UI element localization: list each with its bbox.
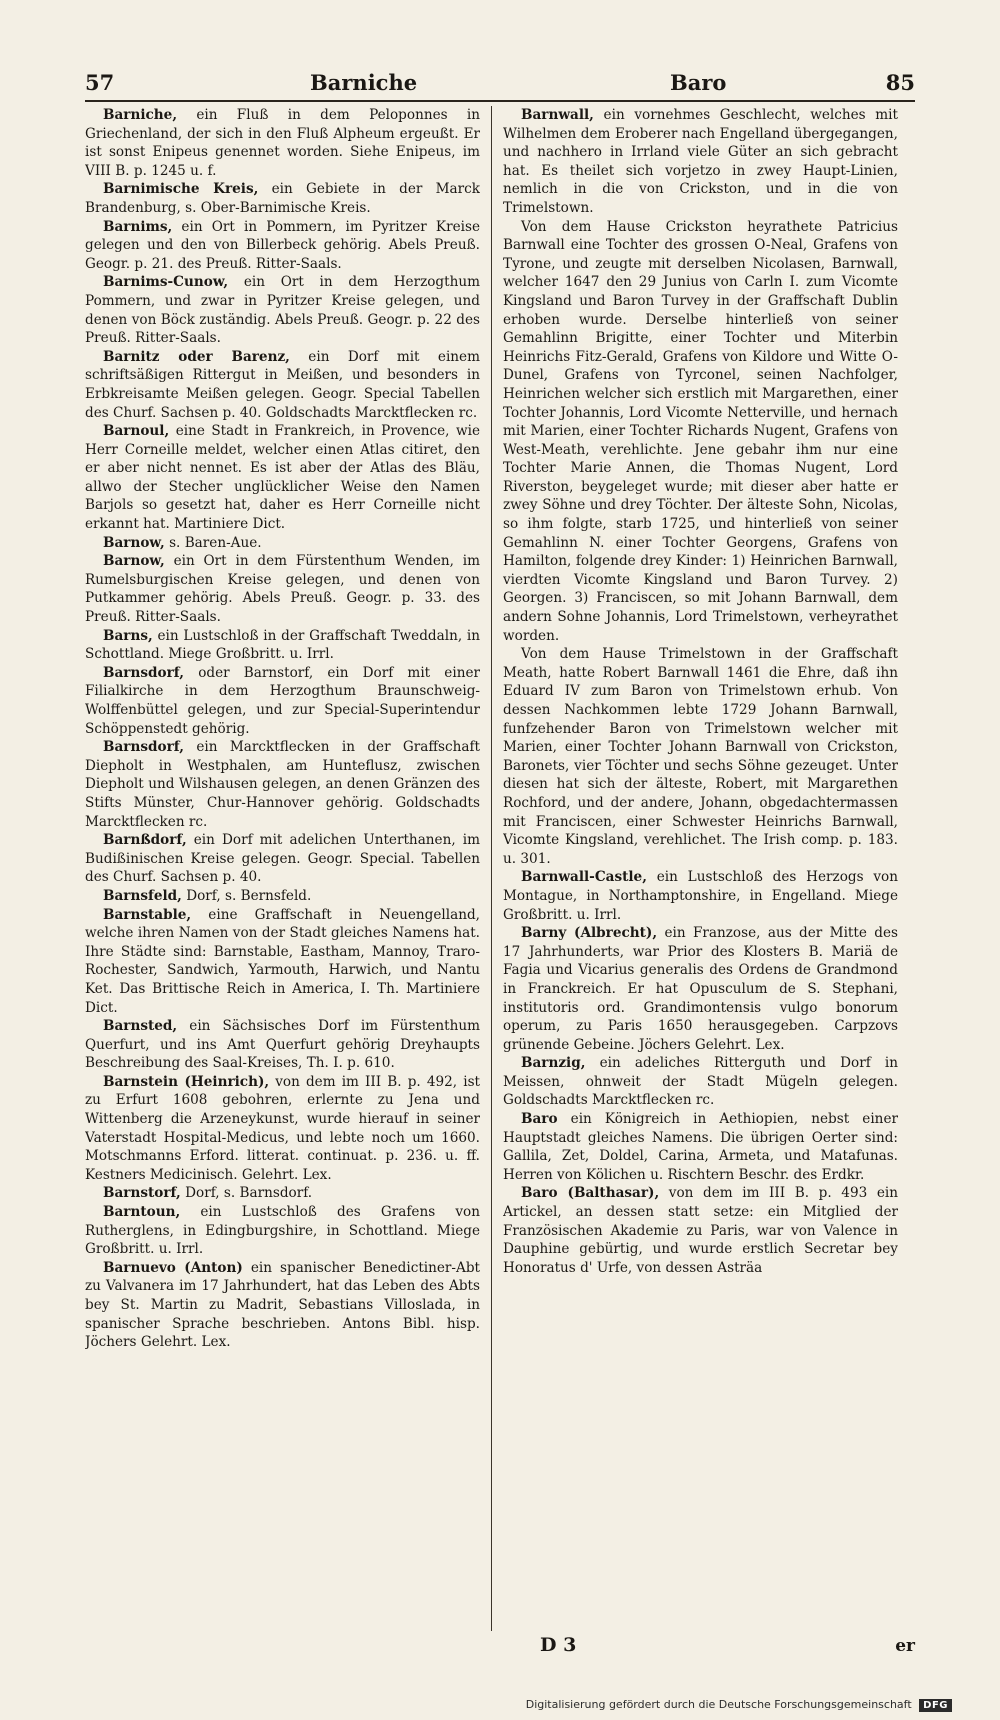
entry-text: Von dem Hause Trimelstown in der Graffschaft Meath, hatte Robert Barnwall 1461 die Ehre, daß ihn Eduard IV zum Baron von Trimelstown erhub. Von dessen Nachkommen lebte 1729 Johann Barnwall, funfzehender Baron von Trimelstown welcher mit Marien, einer Tochter Johann Barnwall von Crickston, Baronets, vier Töchter und sechs Söhne gezeuget. Unter diesen hat sich der älteste, Robert, mit Margarethen Rochford, und der andere, Johann, obgedachtermassen mit Franciscen, einer Schwester Heinrichs Barnwall, Vicomte Kingsland, verehlichet. The Irish comp. p. 183. u. 301. xyxy=(503,646,898,867)
entry-headword: Barnßdorf, xyxy=(103,832,187,849)
entry-headword: Barnims-Cunow, xyxy=(103,274,229,291)
dictionary-entry xyxy=(503,645,898,868)
entry-text: ein Marcktflecken in der Graffschaft Diepholt in Westphalen, am Hunteflusz, zwischen Diepholt und Wilshausen gelegen, an denen Gränzen des Stifts Münster, Chur-Hannover gehörig. Goldschadts Marcktflecken rc. xyxy=(85,739,480,830)
entry-text: ein Lustschloß des Herzogs von Montague, in Northamptonshire, in Engelland. Miege Großbritt. u. Irrl. xyxy=(503,869,898,923)
entry-headword: Barntoun, xyxy=(103,1204,181,1221)
entry-text: von dem im III B. p. 493 ein Artickel, an dessen statt setze: ein Mitglied der Französischen Akademie zu Paris, war von Valence in Dauphine gebürtig, und wurde erstlich Secretar bey Honoratus d' Urfe, von dessen Asträa xyxy=(503,1185,898,1276)
entry-headword: Barny (Albrecht), xyxy=(521,925,658,942)
entry-text: von dem im III B. p. 492, ist zu Erfurt 1608 gebohren, erlernte zu Jena und Wittenberg die Arzeneykunst, wurde hierauf in seiner Vaterstadt Hospital-Medicus, und lebte noch um 1660. Motschmanns Erford. litterat. continuat. p. 236. u. ff. Kestners Medicinisch. Gelehrt. Lex. xyxy=(85,1073,480,1183)
dictionary-entry xyxy=(85,1184,480,1203)
dictionary-entry xyxy=(85,348,480,422)
dictionary-entry xyxy=(85,106,480,180)
entry-text: ein Sächsisches Dorf im Fürstenthum Querfurt, und ins Amt Querfurt gehörig Dreyhaupts Beschreibung des Saal-Kreises, Th. I. p. 610. xyxy=(85,1018,480,1072)
dictionary-entry xyxy=(85,422,480,534)
column-divider xyxy=(491,106,492,1631)
entry-text: ein Franzose, aus der Mitte des 17 Jahrhunderts, war Prior des Klosters B. Mariä de Fagia und Vicarius generalis des Ordens de Grandmond in Franckreich. Er hat Opusculum de S. Stephani, institutoris ord. Grandimontensis vulgo bonorum operum, zu Paris 1650 herausgegeben. Carpzovs grünende Gebeine. Jöchers Gelehrt. Lex. xyxy=(503,925,898,1053)
dictionary-entry xyxy=(503,106,898,218)
entry-text: eine Graffschaft in Neuengelland, welche ihren Namen von der Stadt gleiches Namens hat. Ihre Städte sind: Barnstable, Eastham, Mannoy, Traro-Rochester, Sandwich, Yarmouth, Harwich, und Nantu Ket. Das Brittische Reich in America, I. Th. Martiniere Dict. xyxy=(85,906,480,1016)
running-header xyxy=(85,62,915,98)
dictionary-entry xyxy=(503,868,898,924)
dictionary-entry xyxy=(85,831,480,887)
dictionary-entry xyxy=(85,627,480,664)
entry-text: Von dem Hause Crickston heyrathete Patricius Barnwall eine Tochter des grossen O-Neal, Grafens von Tyrone, und zeugte mit derselben Nicolasen, Barnwall, welcher 1647 den 29 Junius von Carln I. zum Vicomte Kingsland und Baron Turvey in der Graffschaft Dublin erhoben wurde. Derselbe hinterließ von seiner Gemahlinn Brigitte, einer Tochter und Miterbin Heinrichs Fitz-Gerald, Grafens von Kildore und Witte O-Dunel, Grafens von Tyrconel, seinen Nachfolger, Heinrichen welcher sich erstlich mit Margarethen, einer Tochter Johannis, Lord Vicomte Netterville, und hernach mit Marien, einer Tochter Richards Nugent, Grafens von West-Meath, verehlichte. Jene gebahr ihm nur eine Tochter Marie Annen, die Thomas Nugent, Lord Riverston, beygeleget wurde; mit dieser aber hatte er zwey Söhne und drey Töchter. Der älteste Sohn, Nicolas, so ihm folgte, starb 1725, und hinterließ von seiner Gemahlinn N. einer Tochter Georgens, Grafens von Hamilton, folgende drey Kinder: 1) Heinrichen Barnwall, vierdten Vicomte Kingsland und Baron Turvey. 2) Georgen. 3) Franciscen, so mit Johann Barnwall, dem andern Sohne Johannis, Lord Trimelstown, verheyrathet worden. xyxy=(503,218,898,644)
entry-headword: Barnsfeld, xyxy=(103,887,182,904)
dictionary-entry xyxy=(85,273,480,347)
left-catchword: Barniche xyxy=(310,70,418,95)
entry-headword: Barnsted, xyxy=(103,1018,178,1035)
entry-headword: Barnoul, xyxy=(103,423,170,440)
entry-headword: Barnstable, xyxy=(103,906,192,923)
dictionary-entry xyxy=(85,1073,480,1185)
dictionary-entry xyxy=(85,218,480,274)
book-page xyxy=(85,62,915,1662)
dictionary-entry xyxy=(85,1259,480,1352)
entry-text: ein Königreich in Aethiopien, nebst einer Hauptstadt gleiches Namens. Die übrigen Oerter sind: Gallila, Zet, Doldel, Carina, Armeta, und Matafunas. Herren von Kölichen u. Rischtern Beschr. des Erdkr. xyxy=(503,1111,898,1183)
entry-text: Dorf, s. Bernsfeld. xyxy=(181,887,312,904)
right-column xyxy=(503,106,898,1631)
entry-text: ein Fluß in dem Peloponnes in Griechenland, der sich in den Fluß Alpheum ergeußt. Er ist sonst Enipeus genennet worden. Siehe Enipeus, im VIII B. p. 1245 u. f. xyxy=(85,107,480,179)
entry-headword: Baro xyxy=(521,1111,558,1128)
entry-text: ein Ort in dem Fürstenthum Wenden, im Rumelsburgischen Kreise gelegen, und denen von Putkammer gehörig. Abels Preuß. Geogr. p. 33. des Preuß. Ritter-Saals. xyxy=(85,553,480,626)
dictionary-entry xyxy=(85,534,480,553)
entry-text: ein adeliches Ritterguth und Dorf in Meissen, ohnweit der Stadt Mügeln gelegen. Goldschadts Marcktflecken rc. xyxy=(503,1055,898,1109)
entry-headword: Barnsdorf, xyxy=(103,664,185,681)
entry-text: oder Barnstorf, ein Dorf mit einer Filialkirche in dem Herzogthum Braunschweig-Wolffenbüttel gelegen, und zur Special-Superintendur Schöppenstedt gehörig. xyxy=(85,664,480,737)
entry-text: ein Lustschloß des Grafens von Rutherglens, in Edingburgshire, in Schottland. Miege Großbritt. u. Irrl. xyxy=(85,1204,480,1258)
right-page-number: 85 xyxy=(885,70,915,95)
entry-text: ein Gebiete in der Marck Brandenburg, s. Ober-Barnimische Kreis. xyxy=(85,181,480,216)
digitization-credit xyxy=(526,1698,952,1712)
header-rule xyxy=(85,100,915,102)
entry-headword: Barnwall, xyxy=(521,107,594,123)
dictionary-entry xyxy=(503,924,898,1054)
entry-text: ein Ort in Pommern, im Pyritzer Kreise gelegen und den von Billerbeck gehörig. Abels Preuß. Geogr. p. 21. des Preuß. Ritter-Saals. xyxy=(85,218,480,272)
dictionary-entry xyxy=(503,1110,898,1184)
entry-text: ein Dorf mit adelichen Unterthanen, im Budißinischen Kreise gelegen. Geogr. Special. Tabellen des Churf. Sachsen p. 40. xyxy=(85,832,480,886)
entry-headword: Barnimische Kreis, xyxy=(103,181,259,198)
dictionary-entry xyxy=(85,552,480,626)
entry-headword: Barnow, xyxy=(103,553,165,570)
signature-mark: D 3 xyxy=(540,1634,577,1656)
dictionary-entry xyxy=(85,664,480,738)
entry-text: Dorf, s. Barnsdorf. xyxy=(180,1185,313,1202)
entry-headword: Barnstein (Heinrich), xyxy=(103,1073,270,1090)
dictionary-entry xyxy=(85,180,480,217)
entry-headword: Barnuevo (Anton) xyxy=(103,1259,243,1276)
left-page-number: 57 xyxy=(85,70,115,95)
entry-headword: Barnsdorf, xyxy=(103,739,185,756)
entry-text: ein Dorf mit einem schriftsäßigen Rittergut in Meißen, und besonders in Erbkreisamte Meißen gelegen. Geogr. Special Tabellen des Churf. Sachsen p. 40. Goldschadts Marcktflecken rc. xyxy=(85,348,480,421)
right-catchword: Baro xyxy=(670,70,727,95)
left-column xyxy=(85,106,480,1631)
dictionary-entry xyxy=(503,1184,898,1277)
dictionary-entry xyxy=(85,738,480,831)
entry-text: eine Stadt in Frankreich, in Provence, wie Herr Corneille meldet, welcher einen Atlas citiret, den er aber nicht nennet. Es ist aber der Atlas des Bläu, allwo der Stecher unglücklicher Weise den Namen Barjols so gesetzt hat, daher es Herr Corneille nicht erkannt hat. Martiniere Dict. xyxy=(85,423,480,533)
dictionary-entry xyxy=(85,906,480,1018)
entry-headword: Barnstorf, xyxy=(103,1185,181,1202)
entry-headword: Barnims, xyxy=(103,218,173,235)
entry-headword: Barnow, xyxy=(103,534,165,551)
dictionary-entry xyxy=(503,218,898,646)
entry-headword: Barnwall-Castle, xyxy=(521,869,647,886)
entry-headword: Barns, xyxy=(103,627,153,644)
credit-text: Digitalisierung gefördert durch die Deutsche Forschungsgemeinschaft xyxy=(525,1698,912,1711)
entry-text: ein spanischer Benedictiner-Abt zu Valvanera im 17 Jahrhundert, hat das Leben des Abts bey St. Martin zu Madrit, Sebastians Villoslada, in spanischer Sprache beschrieben. Antons Bibl. hisp. Jöchers Gelehrt. Lex. xyxy=(85,1259,480,1351)
dictionary-entry xyxy=(85,1017,480,1073)
entry-headword: Barniche, xyxy=(103,107,178,123)
dictionary-entry xyxy=(503,1054,898,1110)
dfg-logo: DFG xyxy=(919,1699,952,1712)
dictionary-entry xyxy=(85,887,480,906)
catchword: er xyxy=(895,1636,915,1656)
entry-text: ein vornehmes Geschlecht, welches mit Wilhelmen dem Eroberer nach Engelland übergegangen, und nachhero in Irrland viele Güter an sich gebracht hat. Es theilet sich vorjetzo in zwey Haupt-Linien, nemlich in die von Crickston, und in die von Trimelstown. xyxy=(503,107,898,216)
entry-headword: Barnzig, xyxy=(521,1055,586,1072)
entry-text: ein Lustschloß in der Graffschaft Tweddaln, in Schottland. Miege Großbritt. u. Irrl. xyxy=(85,627,480,663)
entry-headword: Barnitz oder Barenz, xyxy=(103,348,290,365)
entry-text: s. Baren-Aue. xyxy=(164,534,262,551)
entry-text: ein Ort in dem Herzogthum Pommern, und zwar in Pyritzer Kreise gelegen, und denen von Böck zuständig. Abels Preuß. Geogr. p. 22 des Preuß. Ritter-Saals. xyxy=(85,274,480,347)
entry-headword: Baro (Balthasar), xyxy=(521,1185,660,1202)
dictionary-entry xyxy=(85,1203,480,1259)
